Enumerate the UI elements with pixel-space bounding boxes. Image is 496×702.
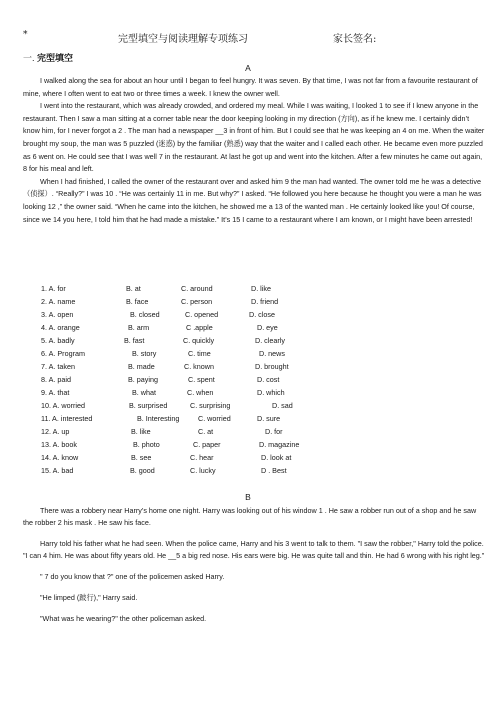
option-d: D. sure [257, 414, 281, 423]
option-row [41, 284, 461, 297]
option-d: D. news [259, 349, 285, 358]
header-mark: * [23, 30, 28, 40]
option-row [41, 349, 461, 362]
option-row [41, 310, 461, 323]
option-d: D. brought [255, 362, 289, 371]
option-b: B. fast [124, 336, 145, 345]
option-row [41, 388, 461, 401]
option-b: B. what [132, 388, 156, 397]
option-b: B. photo [133, 440, 160, 449]
option-c: C. paper [193, 440, 221, 449]
option-b: B. surprised [129, 401, 168, 410]
option-row [41, 297, 461, 310]
option-a: 13. A. book [41, 440, 77, 449]
passage-a-text [23, 75, 485, 226]
option-c: C. hear [190, 453, 214, 462]
option-d: D. like [251, 284, 271, 293]
option-row [41, 362, 461, 375]
option-b: B. at [126, 284, 141, 293]
option-c: C. spent [188, 375, 215, 384]
option-a: 1. A. for [41, 284, 66, 293]
option-a: 11. A. interested [41, 414, 93, 423]
option-row [41, 414, 461, 427]
section-number: 一. [23, 53, 35, 63]
option-a: 7. A. taken [41, 362, 75, 371]
option-b: B. face [126, 297, 149, 306]
option-c: C. when [187, 388, 214, 397]
passage-a-label: A [245, 63, 251, 73]
option-c: C. around [181, 284, 213, 293]
option-c: C .apple [186, 323, 213, 332]
option-b: B. made [128, 362, 155, 371]
option-row [41, 375, 461, 388]
option-a: 3. A. open [41, 310, 74, 319]
option-row [41, 401, 461, 414]
option-c: C. known [184, 362, 214, 371]
section-title: 完型填空 [37, 53, 74, 63]
option-b: B. paying [128, 375, 158, 384]
option-d: D. magazine [259, 440, 300, 449]
option-d: D. look at [261, 453, 292, 462]
option-c: C. lucky [190, 466, 216, 475]
option-b: B. see [131, 453, 152, 462]
option-row [41, 453, 461, 466]
option-d: D. which [257, 388, 285, 397]
passage-b-text [23, 505, 485, 634]
passage-b-label: B [245, 492, 251, 502]
option-d: D. close [249, 310, 275, 319]
passage-b-paragraph: Harry told his father what he had seen. When the police came, Harry and his 3 went to talk to them. "I saw the robber," Harry told the police. "I can 4 him. He was about fifty years old. He __5 a big red nose. His ears were big. He was quite tall and thin. He had 6 wrong with his right leg." [23, 539, 485, 560]
option-row [41, 427, 461, 440]
option-row [41, 440, 461, 453]
option-row [41, 466, 461, 479]
option-a: 14. A. know [41, 453, 79, 462]
passage-b-paragraph: "What was he wearing?" the other policeman asked. [40, 614, 207, 623]
option-d: D. clearly [255, 336, 285, 345]
option-row [41, 336, 461, 349]
option-b: B. story [132, 349, 157, 358]
option-c: C. surprising [190, 401, 231, 410]
option-c: C. person [181, 297, 213, 306]
option-row [41, 323, 461, 336]
passage-b-paragraph: "He limped (跛行)," Harry said. [40, 593, 138, 602]
option-d: D. cost [257, 375, 280, 384]
option-c: C. quickly [183, 336, 215, 345]
option-a: 5. A. badly [41, 336, 75, 345]
option-a: 15. A. bad [41, 466, 74, 475]
option-d: D. for [265, 427, 283, 436]
option-d: D. eye [257, 323, 278, 332]
page-header [0, 30, 496, 44]
option-b: B. arm [128, 323, 150, 332]
option-a: 2. A. name [41, 297, 76, 306]
passage-a-paragraph: When I had finished, I called the owner of the restaurant over and asked him 9 the man had wanted. The owner told me he was a detective（侦探）. “Really?” I was 10 . “He was certainly 11 in me. But why?” I asked. “He followed you here because he thought you were a man he was looking 12 ,” the owner said. “When he came into the kitchen, he showed me a 13 of the wanted man . He certainly looked like you! Of course, since we 14 you here, I told him that he had made a mistake.” It’s 15 I came to a restaurant where I am known, or I might have been arrested! [23, 176, 482, 224]
option-a: 4. A. orange [41, 323, 80, 332]
option-b: B. like [131, 427, 151, 436]
option-c: C. worried [198, 414, 231, 423]
option-a: 6. A. Program [41, 349, 85, 358]
option-b: B. closed [130, 310, 160, 319]
option-a: 8. A. paid [41, 375, 71, 384]
option-c: C. time [188, 349, 211, 358]
passage-b-paragraph: " 7 do you know that ?" one of the policemen asked Harry. [40, 572, 225, 581]
option-d: D . Best [261, 466, 287, 475]
worksheet-title: 完型填空与阅读理解专项练习 [118, 34, 248, 45]
option-a: 9. A. that [41, 388, 70, 397]
option-a: 10. A. worried [41, 401, 85, 410]
option-b: B. Interesting [137, 414, 180, 423]
passage-b-paragraph: There was a robbery near Harry’s home one night. Harry was looking out of his window 1 . He saw a robber run out of a shop and he saw the robber 2 his mask . He saw his face. [23, 506, 477, 527]
option-c: C. at [198, 427, 214, 436]
options-list [41, 284, 461, 479]
option-a: 12. A. up [41, 427, 70, 436]
option-d: D. sad [272, 401, 293, 410]
passage-a-paragraph: I went into the restaurant, which was already crowded, and ordered my meal. While I was waiting, I looked 1 to see if I knew anyone in the restaurant. Then I saw a man sitting at a corner table near the door keeping looking in my direction (方向), as if he knew me. I certainly didn’t know him, for I never forgot a 2 . The man had a newspaper __3 in front of him. But I could see that he was keeping an 4 on me. When the waiter brought my soup, the man was 5 puzzled (迷惑) by the familiar (熟悉) way that the waiter and I called each other. He became even more puzzled as 6 went on. He could see that I was well 7 in the restaurant. At last he got up and went into the kitchen. After a few minutes he came out again, 8 for his meal and left. [23, 101, 485, 174]
option-d: D. friend [251, 297, 279, 306]
option-b: B. good [130, 466, 155, 475]
passage-a-paragraph: I walked along the sea for about an hour until I began to feel hungry. It was seven. By that time, I was not far from a favourite restaurant of mine, where I often went to eat two or three times a week. I knew the owner well. [23, 76, 478, 98]
option-c: C. opened [185, 310, 219, 319]
parent-signature-label: 家长签名: [333, 34, 377, 45]
